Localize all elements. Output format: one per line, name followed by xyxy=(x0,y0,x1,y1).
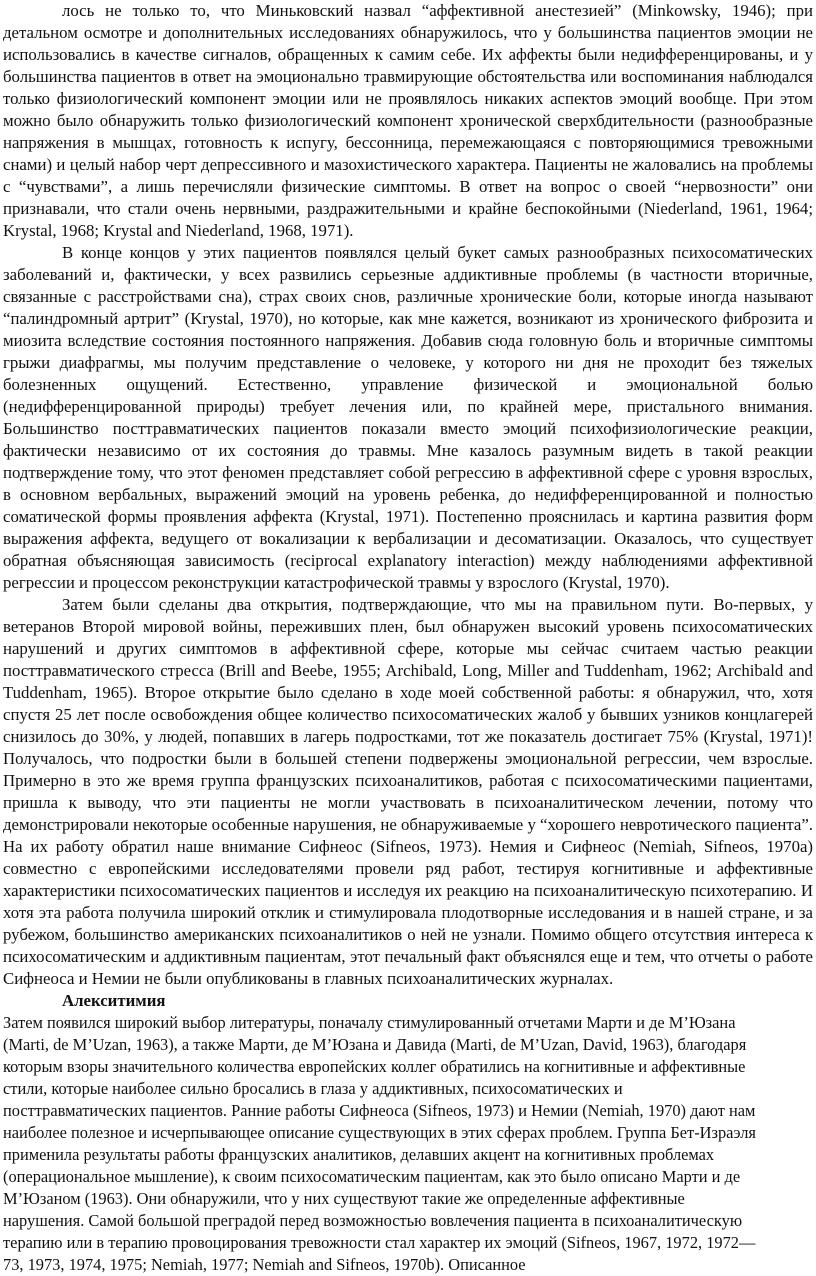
text-line: Затем появился широкий выбор литературы, поначалу стимулированный отчетами Марти и де М’Юзана xyxy=(3,1013,736,1032)
paragraph-3: Затем были сделаны два открытия, подтверждающие, что мы на правильном пути. Во-первых, у ветеранов Второй мировой войны, переживших плен, был обнаружен высокий уровень психосоматических нарушений и других симптомов в аффективной сфере, которые мы сейчас считаем частью реакции посттравматического стресса (Brill and Beebe, 1955; Archibald, Long, Miller and Tuddenham, 1962; Archibald and Tuddenham, 1965). Второе открытие было сделано в ходе моей собственной работы: я обнаружил, что, хотя спустя 25 лет после освобождения общее количество психосоматических жалоб у бывших узников концлагерей снизилось до 30%, у людей, попавших в лагерь подростками, тот же показатель достигает 75% (Krystal, 1971)! Получалось, что подростки были в большей степени подвержены эмоциональной регрессии, чем взрослые. Примерно в это же время группа французских психоаналитиков, работая с психосоматическими пациентами, пришла к выводу, что эти пациенты не могли участвовать в психоаналитическом лечении, потому что демонстрировали некоторые особенные нарушения, не обнаруживаемые у “хорошего невротического пациента”. На их работу обратил наше внимание Сифнеос (Sifneos, 1973). Немия и Сифнеос (Nemiah, Sifneos, 1970a) совместно с европейскими исследователями провели ряд работ, тестируя когнитивные и аффективные характеристики психосоматических пациентов и исследуя их реакцию на психоаналитическую психотерапию. И хотя эта работа получила широкий отклик и стимулировала плодотворные исследования и в нашей стране, и за рубежом, большинство американских психоаналитиков о ней не узнали. Помимо общего отсутствия интереса к психосоматическим и аддиктивным пациентам, этот печальный факт объяснялся еще и тем, что отчеты о работе Сифнеоса и Немии не были опубликованы в главных психоаналитических журналах. xyxy=(3,595,813,988)
paragraph-1: лось не только то, что Миньковский назвал “аффективной анестезией” (Minkowsky, 1946); при детальном осмотре и дополнительных исследованиях обнаружилось, что у большинства пациентов эмоции не использовались в качестве сигналов, обращенных к самим себе. Их аффекты были недифференцированы, и у большинства пациентов в ответ на эмоционально травмирующие обстоятельства или воспоминания наблюдался только физиологический компонент эмоции или не проявлялось никаких аспектов эмоций вообще. При этом можно было обнаружить только физиологический компонент хронической сверхбдительности (разнообразные напряжения в мышцах, готовность к испугу, бессонница, перемежающаяся с повторяющимися тревожными снами) и целый набор черт депрессивного и мазохистического характера. Пациенты не жаловались на проблемы с “чувствами”, а лишь перечисляли физические симптомы. В ответ на вопрос о своей “нервозности” они признавали, что стали очень нервными, раздражительными и крайне беспокойными (Niederland, 1961, 1964; Krystal, 1968; Krystal and Niederland, 1968, 1971). xyxy=(3,1,813,240)
text-line: (операциональное мышление), к своим психосоматическим пациентам, как это было описано Марти и де xyxy=(3,1167,741,1186)
text-line: 73, 1973, 1974, 1975; Nemiah, 1977; Nemiah and Sifneos, 1970b). Описанное xyxy=(3,1255,526,1274)
text-line: (Marti, de M’Uzan, 1963), а также Марти, де М’Юзана и Давида (Marti, de M’Uzan, David, 1963), благодаря xyxy=(3,1035,747,1054)
text-line: терапию или в терапию провоцирования тревожности стал характер их эмоций (Sifneos, 1967, 1972, 1972— xyxy=(3,1233,756,1252)
text-line: применила результаты работы французских аналитиков, делавших акцент на когнитивных проблемах xyxy=(3,1145,715,1164)
section-heading: Алекситимия xyxy=(62,991,166,1010)
text-line: наиболее полезное и исчерпывающее описание существующих в этих сферах проблем. Группа Бет-Израэля xyxy=(3,1123,756,1142)
final-paragraph xyxy=(3,1012,813,1276)
paragraph-2: В конце концов у этих пациентов появлялся целый букет самых разнообразных психосоматических заболеваний и, фактически, у всех развились серьезные аддиктивные проблемы (в частности вторичные, связанные с расстройствами сна), страх своих снов, различные хронические боли, которые иногда называют “палиндромный артрит” (Krystal, 1970), но которые, как мне кажется, возникают из хронического фиброзита и миозита вследствие состояния постоянного напряжения. Добавив сюда головную боль и вторичные симптомы грыжи диафрагмы, мы получим представление о человеке, у которого ни дня не проходит без тяжелых болезненных ощущений. Естественно, управление физической и эмоциональной болью (недифференцированной природы) требует лечения или, по крайней мере, пристального внимания. Большинство посттравматических пациентов показали вместо эмоций психофизиологические реакции, фактически независимо от их состояния до травмы. Мне казалось разумным видеть в такой реакции подтверждение тому, что этот феномен представляет собой регрессию в аффективной сфере с уровня взрослых, в основном вербальных, выражений эмоций на уровень ребенка, до недифференцированной и полностью соматической формы проявления аффекта (Krystal, 1971). Постепенно прояснилась и картина развития форм выражения аффекта, ведущего от вокализации к вербализации и десоматизации. Оказалось, что существует обратная объясняющая зависимость (reciprocal explanatory interaction) между наблюдениями аффективной регрессии и процессом реконструкции катастрофической травмы у взрослого (Krystal, 1970). xyxy=(3,243,813,592)
text-line: нарушения. Самой большой преградой перед возможностью вовлечения пациента в психоаналитическую xyxy=(3,1211,743,1230)
text-line: М’Юзаном (1963). Они обнаружили, что у них существуют такие же определенные аффективные xyxy=(3,1189,685,1208)
text-line: которым взоры значительного количества европейских коллег обратились на когнитивные и аффективные xyxy=(3,1057,746,1076)
text-line: стили, которые наиболее сильно бросались в глаза у аддиктивных, психосоматических и xyxy=(3,1079,623,1098)
text-line: посттравматических пациентов. Ранние работы Сифнеоса (Sifneos, 1973) и Немии (Nemiah, 1970) дают нам xyxy=(3,1101,756,1120)
